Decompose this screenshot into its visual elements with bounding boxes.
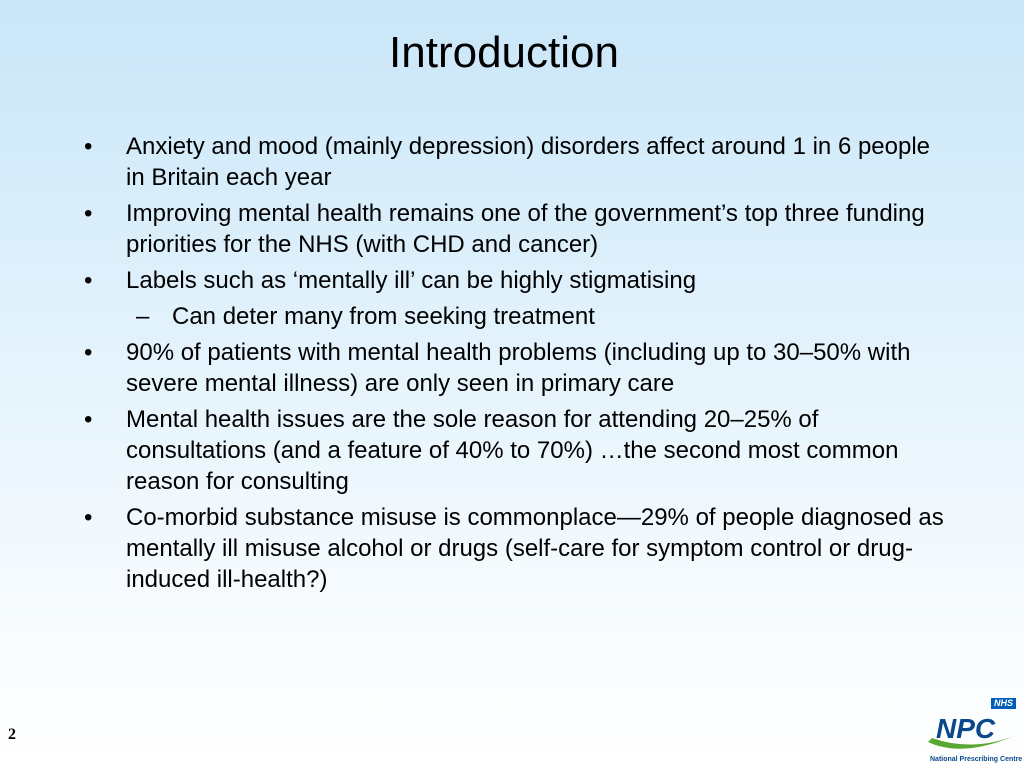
bullet-text: Labels such as ‘mentally ill’ can be highly stigmatising <box>126 267 697 294</box>
npc-wordmark: NPC <box>936 713 996 744</box>
bullet-item <box>84 198 944 260</box>
bullet-marker: • <box>84 406 93 433</box>
page-number: 2 <box>8 726 16 743</box>
bullet-text: Co-morbid substance misuse is commonplace—29% of people diagnosed as mentally ill misuse alcohol or drugs (self-care for symptom control or drug-induced ill-health?) <box>126 504 944 593</box>
bullet-item <box>84 131 944 193</box>
npc-caption: National Prescribing Centre <box>930 756 1023 763</box>
bullet-marker: • <box>84 267 93 294</box>
bullet-list <box>84 131 944 600</box>
bullet-text: Mental health issues are the sole reason for attending 20–25% of consultations (and a feature of 40% to 70%) …the second most common reason for consulting <box>126 406 899 495</box>
sub-bullet-marker: – <box>136 303 150 330</box>
bullet-marker: • <box>84 200 93 227</box>
bullet-text: Improving mental health remains one of the government’s top three funding priorities for the NHS (with CHD and cancer) <box>126 200 925 258</box>
bullet-marker: • <box>84 133 93 160</box>
npc-logo-icon <box>922 708 1020 756</box>
bullet-item <box>84 502 944 595</box>
sub-bullet-text: Can deter many from seeking treatment <box>172 303 595 330</box>
bullet-item <box>84 337 944 399</box>
bullet-text: 90% of patients with mental health problems (including up to 30–50% with severe mental illness) are only seen in primary care <box>126 339 911 397</box>
nhs-badge: NHS <box>991 698 1016 709</box>
bullet-text: Anxiety and mood (mainly depression) disorders affect around 1 in 6 people in Britain each year <box>126 133 931 191</box>
bullet-item <box>84 404 944 497</box>
sub-bullet-item <box>84 301 944 332</box>
bullet-item <box>84 265 944 296</box>
bullet-marker: • <box>84 504 93 531</box>
bullet-marker: • <box>84 339 93 366</box>
slide-title: Introduction <box>389 28 619 77</box>
npc-logo <box>922 696 1023 766</box>
